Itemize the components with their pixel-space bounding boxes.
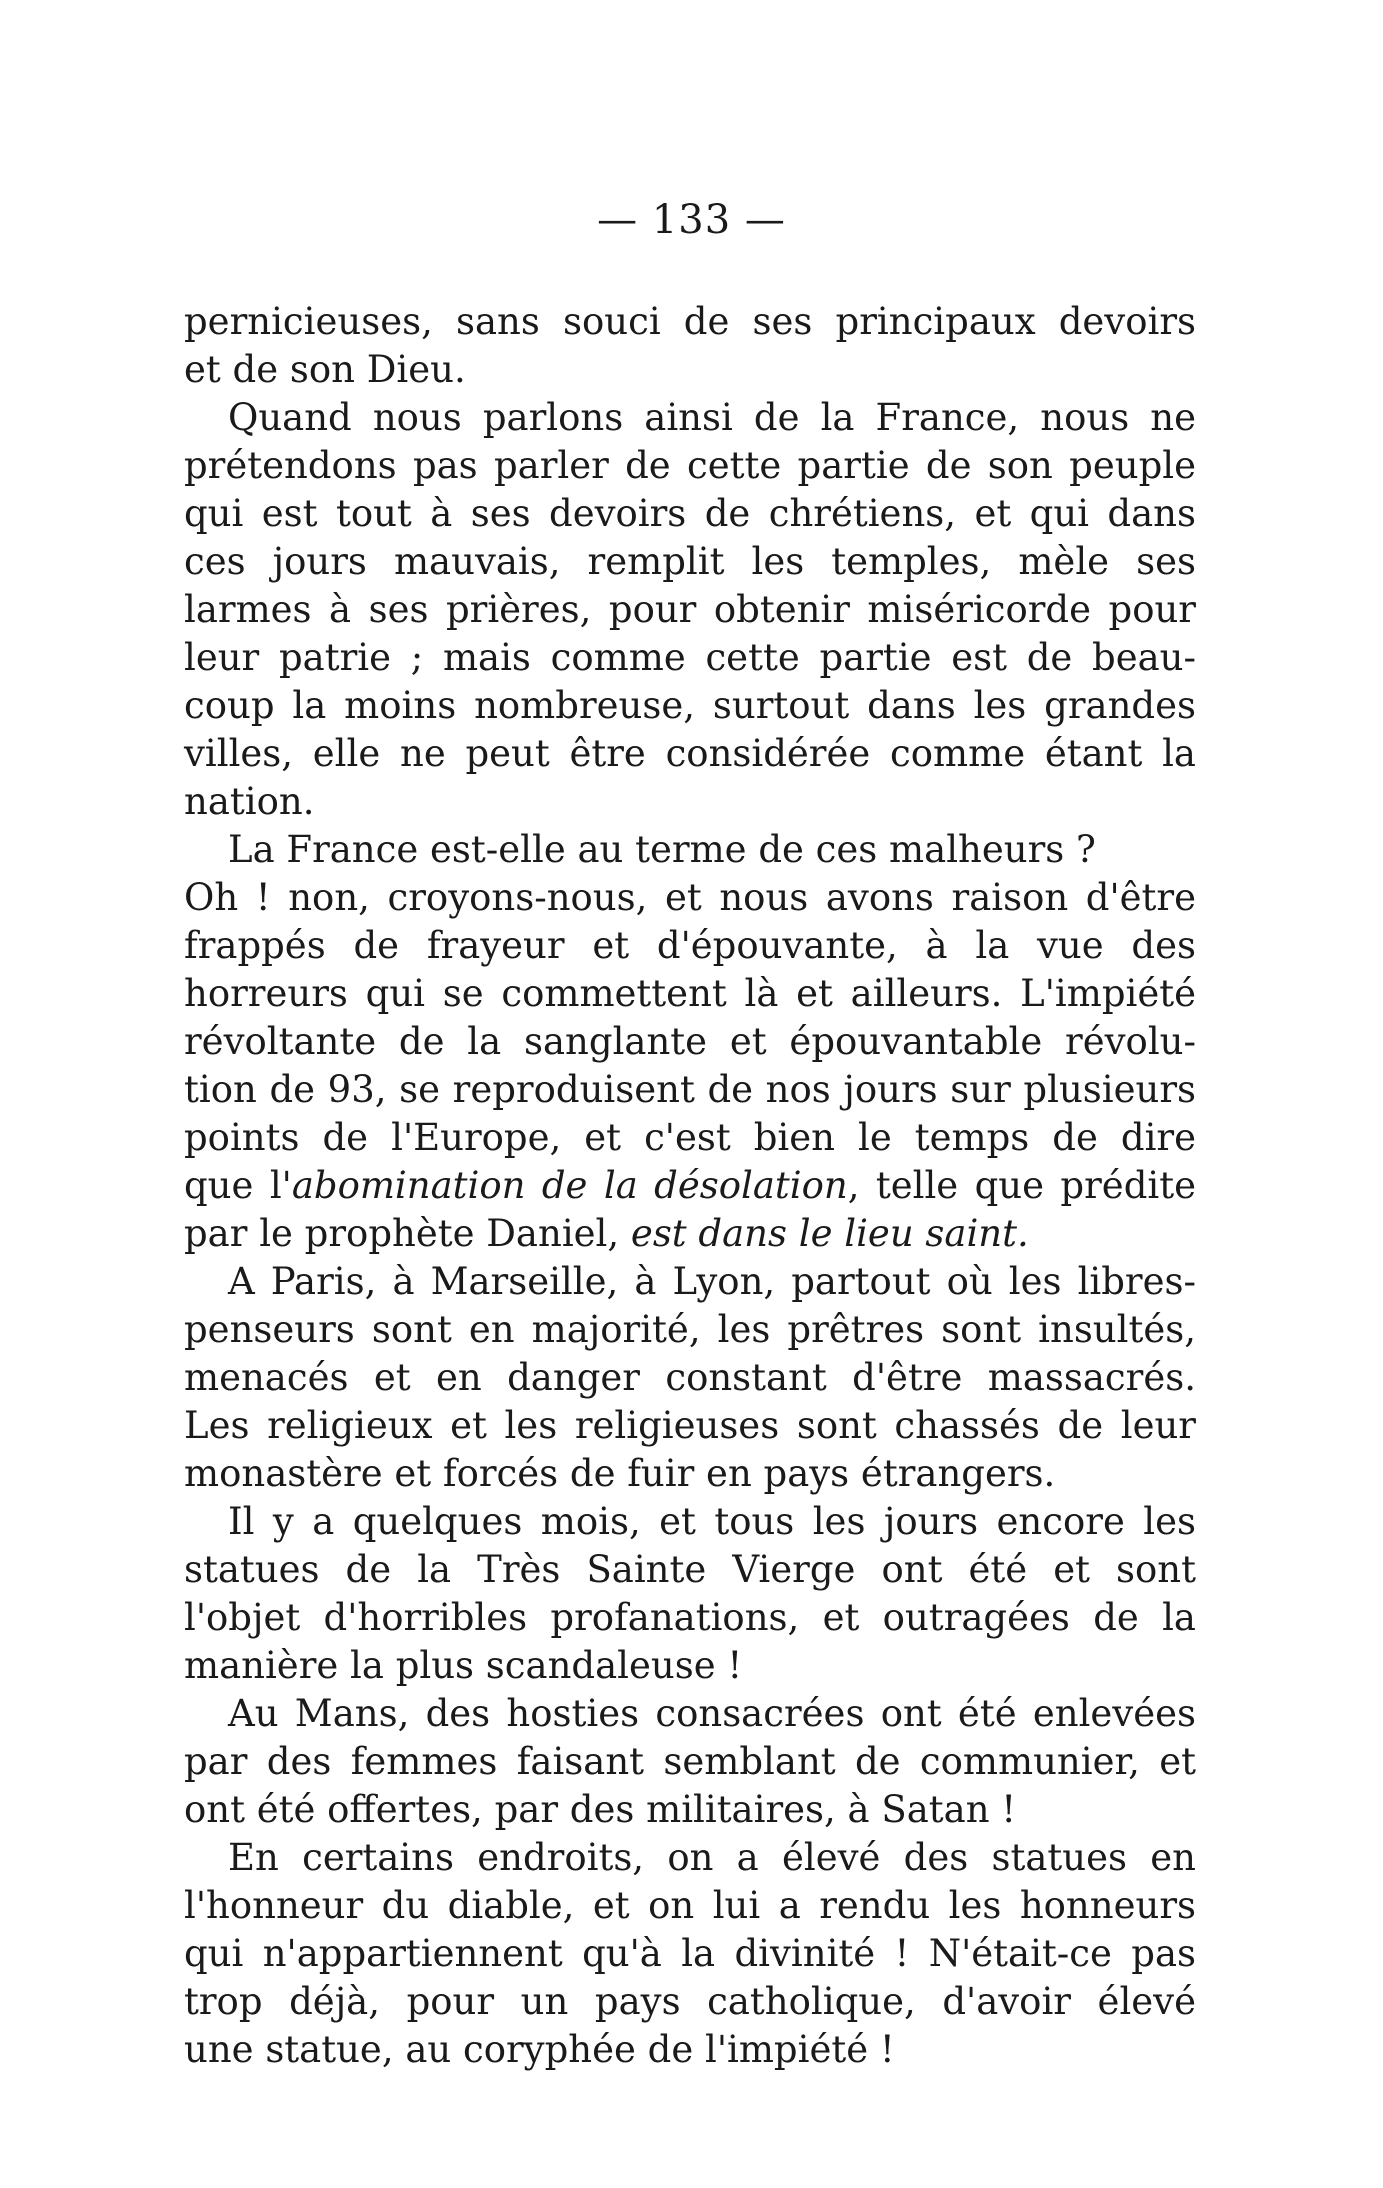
text-line: penseurs sont en majorité, les prêtres sont insultés,: [184, 1308, 1196, 1351]
text-line: horreurs qui se commettent là et ailleurs. L'impiété: [184, 972, 1196, 1015]
text-line: ont été offertes, par des militaires, à Satan !: [184, 1788, 1017, 1831]
text-line: villes, elle ne peut être considérée comme étant la: [184, 732, 1196, 775]
page-number: — 133 —: [597, 197, 786, 243]
text-line: tion de 93, se reproduisent de nos jours sur plusieurs: [184, 1068, 1196, 1111]
text-line: trop déjà, pour un pays catholique, d'avoir élevé: [184, 1980, 1196, 2023]
text-line: Au Mans, des hosties consacrées ont été enlevées: [228, 1692, 1196, 1735]
text-line: leur patrie ; mais comme cette partie est de beau-: [184, 636, 1196, 679]
text-line: qui n'appartiennent qu'à la divinité ! N'était-ce pas: [184, 1932, 1196, 1975]
text-line: pernicieuses, sans souci de ses principaux devoirs: [184, 300, 1196, 343]
text-line: qui est tout à ses devoirs de chrétiens, et qui dans: [184, 492, 1196, 535]
text-line: l'objet d'horribles profanations, et outragées de la: [184, 1596, 1196, 1639]
text-line: et de son Dieu.: [184, 348, 466, 391]
text-line: prétendons pas parler de cette partie de son peuple: [184, 444, 1196, 487]
text-line: A Paris, à Marseille, à Lyon, partout où les libres-: [228, 1260, 1196, 1303]
text-line: Il y a quelques mois, et tous les jours encore les: [228, 1500, 1196, 1543]
text-line: révoltante de la sanglante et épouvantable révolu-: [184, 1020, 1196, 1063]
text-line: Quand nous parlons ainsi de la France, nous ne: [228, 396, 1196, 439]
text-line: nation.: [184, 780, 315, 823]
text-line: manière la plus scandaleuse !: [184, 1644, 743, 1687]
text-run: que l': [184, 1164, 292, 1207]
text-line: Les religieux et les religieuses sont chassés de leur: [184, 1404, 1196, 1447]
text-line: une statue, au coryphée de l'impiété !: [184, 2028, 895, 2071]
text-run: par le prophète Daniel,: [184, 1212, 631, 1255]
text-line-italic: [184, 1162, 1196, 1210]
text-line: La France est-elle au terme de ces malheurs ?: [228, 828, 1096, 871]
text-line: statues de la Très Sainte Vierge ont été et sont: [184, 1548, 1196, 1591]
text-line: menacés et en danger constant d'être massacrés.: [184, 1356, 1196, 1399]
text-line: par des femmes faisant semblant de communier, et: [184, 1740, 1196, 1783]
italic-run: abomination de la désolation: [291, 1164, 848, 1207]
text-line: En certains endroits, on a élevé des statues en: [228, 1836, 1196, 1879]
text-line: l'honneur du diable, et on lui a rendu les honneurs: [184, 1884, 1196, 1927]
text-line: monastère et forcés de fuir en pays étrangers.: [184, 1452, 1056, 1495]
text-line: coup la moins nombreuse, surtout dans les grandes: [184, 684, 1196, 727]
text-line: larmes à ses prières, pour obtenir miséricorde pour: [184, 588, 1196, 631]
text-line: points de l'Europe, et c'est bien le temps de dire: [184, 1116, 1196, 1159]
text-line: ces jours mauvais, remplit les temples, mèle ses: [184, 540, 1196, 583]
italic-run: est dans le lieu saint.: [630, 1212, 1029, 1255]
page-body-text: [184, 298, 1196, 2074]
text-line-italic: [184, 1210, 1196, 1258]
text-line: frappés de frayeur et d'épouvante, à la vue des: [184, 924, 1196, 967]
text-line: Oh ! non, croyons-nous, et nous avons raison d'être: [184, 876, 1196, 919]
text-run: , telle que prédite: [847, 1164, 1196, 1207]
